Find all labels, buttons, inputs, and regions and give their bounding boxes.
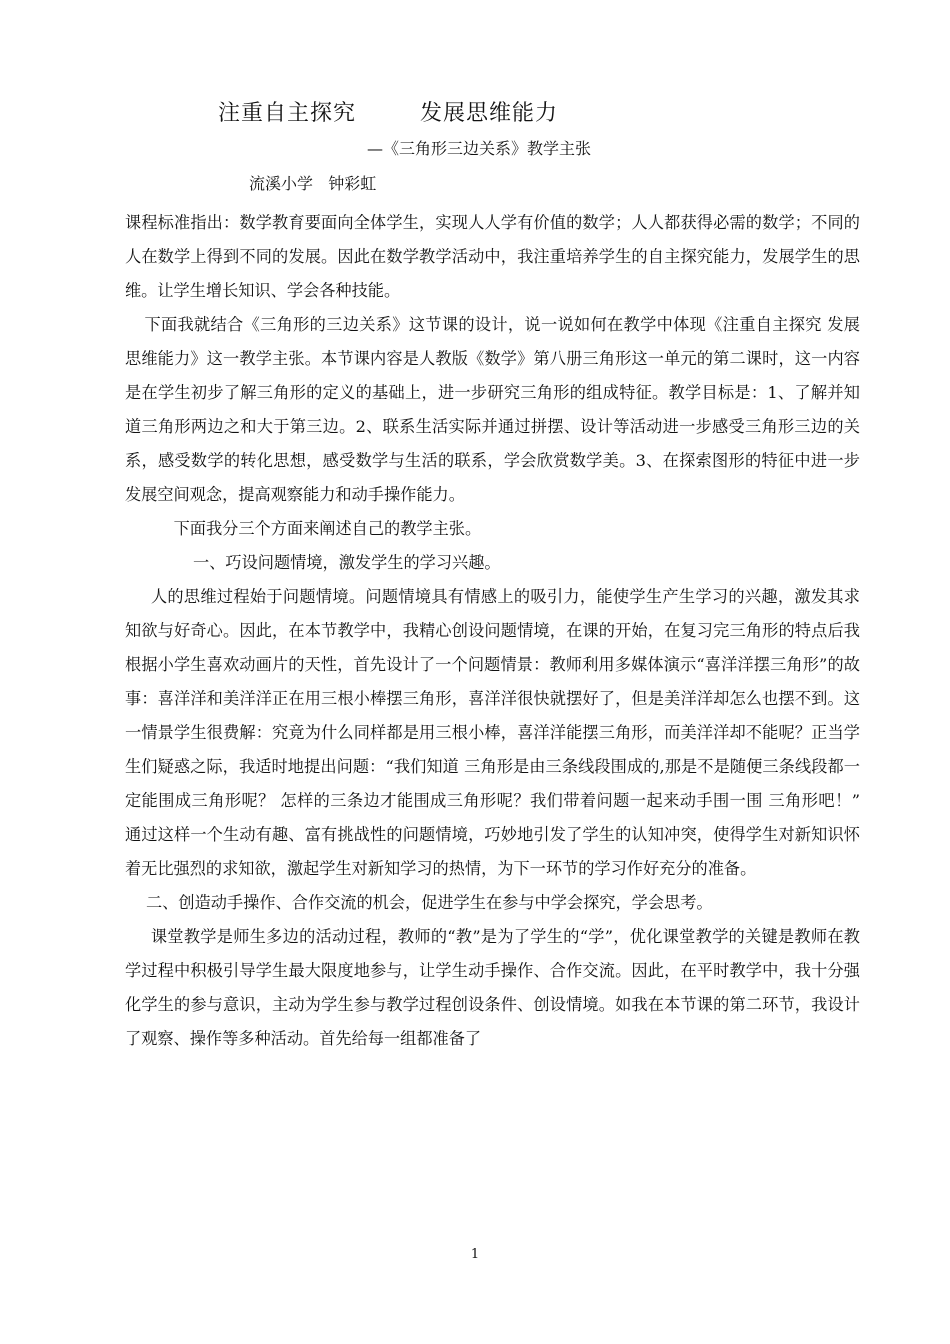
paragraph-intro: 课程标准指出：数学教育要面向全体学生，实现人人学有价值的数学；人人都获得必需的数学；不同的人在数学上得到不同的发展。因此在数学教学活动中，我注重培养学生的自主探究能力，发展学生的思维。让学生增长知识、学会各种技能。 bbox=[125, 213, 860, 300]
page-number: 1 bbox=[470, 1247, 480, 1262]
paragraph-classroom-teaching: 课堂教学是师生多边的活动过程，教师的“教”是为了学生的“学”，优化课堂教学的关键是教师在教学过程中积极引导学生最大限度地参与，让学生动手操作、合作交流。因此，在平时教学中，我十分强化学生的参与意识，主动为学生参与教学过程创设条件、创设情境。如我在本节课的第二环节，我设计了观察、操作等多种活动。首先给每一组都准备了 bbox=[125, 927, 860, 1048]
paragraph-lesson-design: 下面我就结合《三角形的三边关系》这节课的设计，说一说如何在教学中体现《注重自主探究 发展思维能力》这一教学主张。本节课内容是人教版《数学》第八册三角形这一单元的第二课时，这一内容是在学生初步了解三角形的定义的基础上，进一步研究三角形的组成特征。教学目标是：1、了解并知道三角形两边之和大于第三边。2、联系生活实际并通过拼摆、设计等活动进一步感受三角形三边的关系，感受数学的转化思想，感受数学与生活的联系，学会欣赏数学美。3、在探索图形的特征中进一步发展空间观念，提高观察能力和动手操作能力。 bbox=[125, 315, 860, 504]
document-title: 注重自主探究 发展思维能力 bbox=[218, 101, 558, 126]
section-heading-one: 一、巧设问题情境，激发学生的学习兴趣。 bbox=[193, 553, 501, 572]
author-line: 流溪小学 钟彩虹 bbox=[249, 174, 377, 193]
paragraph-overview: 下面我分三个方面来阐述自己的教学主张。 bbox=[173, 519, 482, 538]
section-heading-two: 二、创造动手操作、合作交流的机会，促进学生在参与中学会探究，学会思考。 bbox=[146, 893, 713, 912]
document-subtitle: —《三角形三边关系》教学主张 bbox=[367, 139, 592, 158]
paragraph-problem-situation: 人的思维过程始于问题情境。问题情境具有情感上的吸引力，能使学生产生学习的兴趣，激发其求知欲与好奇心。因此，在本节教学中，我精心创设问题情境，在课的开始，在复习完三角形的特点后我根据小学生喜欢动画片的天性，首先设计了一个问题情景：教师利用多媒体演示“喜洋洋摆三角形”的故事：喜洋洋和美洋洋正在用三根小棒摆三角形，喜洋洋很快就摆好了，但是美洋洋却怎么也摆不到。这一情景学生很费解：究竟为什么同样都是用三根小棒，喜洋洋能摆三角形，而美洋洋却不能呢？正当学生们疑惑之际，我适时地提出问题：“我们知道 三角形是由三条线段围成的,那是不是随便三条线段都一定能围成三角形呢？ 怎样的三条边才能围成三角形呢？我们带着问题一起来动手围一围 三角形吧！” 通过这样一个生动有趣、富有挑战性的问题情境，巧妙地引发了学生的认知冲突，使得学生对新知识怀着无比强烈的求知欲，激起学生对新知学习的热情，为下一环节的学习作好充分的准备。 bbox=[125, 587, 860, 878]
document-body bbox=[125, 206, 860, 1056]
